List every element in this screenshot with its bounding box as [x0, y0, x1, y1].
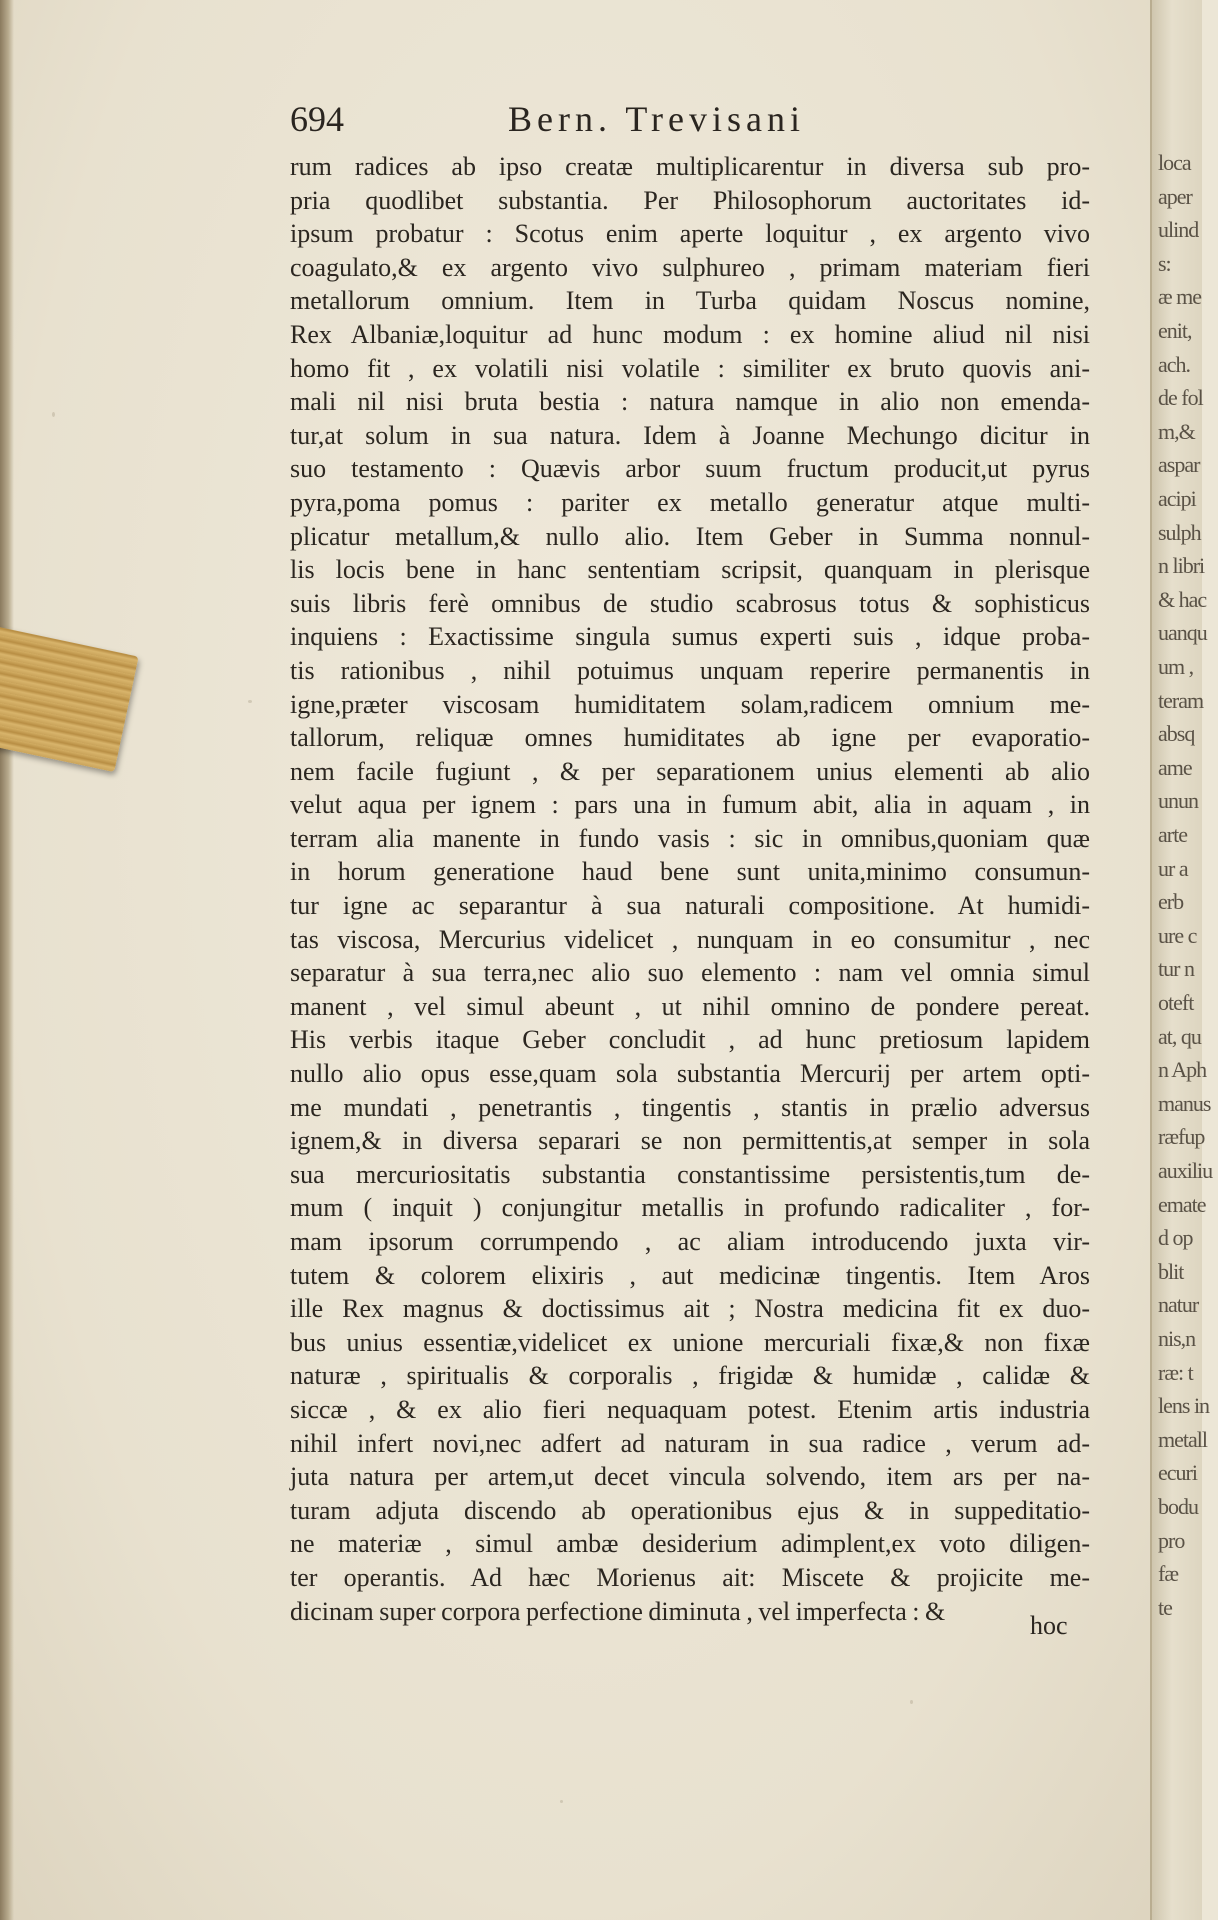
text-line: ignem,& in diversa separari se non permittentis,at semper in sola — [290, 1126, 1090, 1156]
text-line: His verbis itaque Geber concludit , ad hunc pretiosum lapidem — [290, 1025, 1090, 1055]
facing-page-fragment: unun — [1158, 788, 1198, 814]
text-line: manent , vel simul abeunt , ut nihil omnino de pondere pereat. — [290, 991, 1090, 1021]
text-line: nem facile fugiunt , & per separationem unius elementi ab alio — [290, 756, 1090, 786]
text-line: dicinam super corpora perfectione diminuta , vel imperfecta : & — [290, 1596, 946, 1626]
text-line: tur igne ac separantur à sua naturali compositione. At humidi- — [290, 891, 1090, 921]
facing-page-fragment: enit, — [1158, 318, 1192, 343]
facing-page-fragment: bodu — [1158, 1494, 1198, 1519]
text-line: suis libris ferè omnibus de studio scabrosus totus & sophisticus — [290, 588, 1090, 618]
text-line: nullo alio opus esse,quam sola substantia Mercurij per artem opti- — [290, 1059, 1090, 1089]
paper-speck — [560, 1800, 563, 1803]
facing-page-fragment: s: — [1158, 250, 1171, 276]
facing-page-fragment: & hac — [1158, 586, 1207, 612]
body-text — [290, 150, 1090, 1628]
facing-page-fragment: nis,n — [1158, 1326, 1196, 1351]
text-line: homo fit , ex volatili nisi volatile : similiter ex bruto quovis ani- — [290, 353, 1090, 383]
facing-page-fragment: n libri — [1158, 553, 1205, 579]
text-line: in horum generatione haud bene sunt unita,minimo consumun- — [290, 857, 1090, 887]
facing-page-fragment: ulind — [1158, 217, 1199, 243]
facing-page-fragment: tur n — [1158, 956, 1194, 982]
text-line: juta natura per artem,ut decet vincula solvendo, item ars per na- — [290, 1462, 1090, 1492]
paper-speck — [248, 700, 252, 703]
text-line: bus unius essentiæ,videlicet ex unione mercuriali fixæ,& non fixæ — [290, 1327, 1090, 1357]
facing-page-fragment: blit — [1158, 1258, 1184, 1284]
text-line: suo testamento : Quævis arbor suum fructum producit,ut pyrus — [290, 454, 1090, 484]
catchword: hoc — [1030, 1611, 1068, 1640]
text-line: pyra,poma pomus : pariter ex metallo generatur atque multi- — [290, 487, 1090, 517]
facing-page-fragment: ur a — [1158, 855, 1188, 881]
page-number: 694 — [290, 99, 344, 139]
facing-page-fragment: oteft — [1158, 990, 1194, 1015]
facing-page-fragment: aspar — [1158, 452, 1200, 478]
facing-page-fragment: aper — [1158, 183, 1192, 209]
text-line: sua mercuriositatis substantia constantissime persistentis,tum de- — [290, 1159, 1090, 1189]
text-line: ipsum probatur : Scotus enim aperte loquitur , ex argento vivo — [290, 219, 1090, 249]
text-line: tallorum, reliquæ omnes humiditates ab igne per evaporatio- — [290, 723, 1090, 753]
facing-page-fragment: æ me — [1158, 284, 1202, 310]
facing-page-edge — [1150, 0, 1213, 1920]
text-line: inquiens : Exactissime singula sumus experti suis , idque proba- — [290, 622, 1090, 652]
facing-page-fragment: ach. — [1158, 351, 1191, 377]
text-line: plicatur metallum,& nullo alio. Item Geber in Summa nonnul- — [290, 521, 1090, 551]
facing-page-fragment: emate — [1158, 1191, 1206, 1217]
text-line: rum radices ab ipso creatæ multiplicarentur in diversa sub pro- — [290, 152, 1090, 181]
text-line: ter operantis. Ad hæc Morienus ait: Miscete & projicite me- — [290, 1562, 1090, 1592]
facing-page-fragment: teram — [1158, 687, 1204, 713]
facing-page-fragment: loca — [1158, 150, 1191, 175]
facing-page-fragment: absq — [1158, 721, 1195, 747]
text-line: siccæ , & ex alio fieri nequaquam potest. Etenim artis industria — [290, 1394, 1090, 1424]
text-line: metallorum omnium. Item in Turba quidam Noscus nomine, — [290, 286, 1090, 316]
text-line: mali nil nisi bruta bestia : natura namque in alio non emenda- — [290, 387, 1090, 417]
text-line: coagulato,& ex argento vivo sulphureo , primam materiam fieri — [290, 252, 1090, 282]
facing-page-fragment: natur — [1158, 1292, 1199, 1318]
facing-page-fragment: ure c — [1158, 922, 1197, 948]
facing-page-fragment: manus — [1158, 1090, 1211, 1116]
text-line: naturæ , spiritualis & corporalis , frigidæ & humidæ , calidæ & — [290, 1361, 1090, 1391]
text-line: velut aqua per ignem : pars una in fumum abit, alia in aquam , in — [290, 790, 1090, 820]
text-line: nihil infert novi,nec adfert ad naturam in sua radice , verum ad- — [290, 1428, 1090, 1458]
facing-page-fragment: auxiliu — [1158, 1158, 1213, 1183]
text-line: mam ipsorum corrumpendo , ac aliam introducendo juxta vir- — [290, 1227, 1090, 1256]
facing-page-fragment: de fol — [1158, 385, 1203, 411]
paper-speck — [52, 412, 55, 417]
facing-page-fragment: arte — [1158, 822, 1187, 847]
binding-gutter — [0, 0, 14, 1920]
text-line: pria quodlibet substantia. Per Philosophorum auctoritates id- — [290, 185, 1090, 215]
facing-page-fragment: acipi — [1158, 486, 1196, 511]
facing-page-fragment: ræ: t — [1158, 1359, 1193, 1385]
facing-page-fragment: d op — [1158, 1225, 1193, 1251]
text-line: tas viscosa, Mercurius videlicet , nunquam in eo consumitur , nec — [290, 924, 1090, 954]
paper-speck — [910, 1700, 913, 1704]
facing-page-fragment: ræfup — [1158, 1124, 1205, 1150]
text-line: turam adjuta discendo ab operationibus ejus & in suppeditatio- — [290, 1495, 1090, 1525]
page-header — [290, 98, 1090, 148]
facing-page-fragment: pro — [1158, 1527, 1185, 1553]
text-line: separatur à sua terra,nec alio suo elemento : nam vel omnia simul — [290, 958, 1090, 988]
text-line: tis rationibus , nihil potuimus unquam reperire permanentis in — [290, 655, 1090, 685]
facing-page-fragment: sulph — [1158, 519, 1201, 545]
facing-page-fragment: um , — [1158, 654, 1194, 679]
facing-page-fragment: ame — [1158, 754, 1192, 780]
facing-page-fragment: at, qu — [1158, 1023, 1201, 1049]
facing-page-fragment: m,& — [1158, 418, 1195, 444]
facing-page-fragment: uanqu — [1158, 620, 1207, 646]
facing-page-fragment: erb — [1158, 889, 1184, 915]
text-line: tutem & colorem elixiris , aut medicinæ tingentis. Item Aros — [290, 1260, 1090, 1290]
facing-page-fragment: lens in — [1158, 1393, 1210, 1419]
facing-page-fragment: te — [1158, 1594, 1172, 1620]
facing-page-fragment: ecuri — [1158, 1460, 1197, 1486]
running-head: Bern. Trevisani — [508, 99, 806, 139]
facing-page-fragment: metall — [1158, 1426, 1207, 1452]
text-line: ille Rex magnus & doctissimus ait ; Nostra medicina fit ex duo- — [290, 1294, 1090, 1324]
text-line: igne,præter viscosam humiditatem solam,radicem omnium me- — [290, 689, 1090, 719]
text-line: Rex Albaniæ,loquitur ad hunc modum : ex homine aliud nil nisi — [290, 319, 1090, 349]
text-line: tur,at solum in sua natura. Idem à Joanne Mechungo dicitur in — [290, 420, 1090, 450]
text-line: mum ( inquit ) conjungitur metallis in profundo radicaliter , for- — [290, 1193, 1090, 1223]
text-line: ne materiæ , simul ambæ desiderium adimplent,ex voto diligen- — [290, 1529, 1090, 1559]
text-line: terram alia manente in fundo vasis : sic in omnibus,quoniam quæ — [290, 823, 1090, 853]
text-line: me mundati , penetrantis , tingentis , stantis in prælio adversus — [290, 1092, 1090, 1122]
text-line: lis locis bene in hanc sententiam scripsit, quanquam in plerisque — [290, 555, 1090, 585]
facing-page-fragment: fæ — [1158, 1561, 1178, 1587]
facing-page-fragment: n Aph — [1158, 1057, 1207, 1083]
